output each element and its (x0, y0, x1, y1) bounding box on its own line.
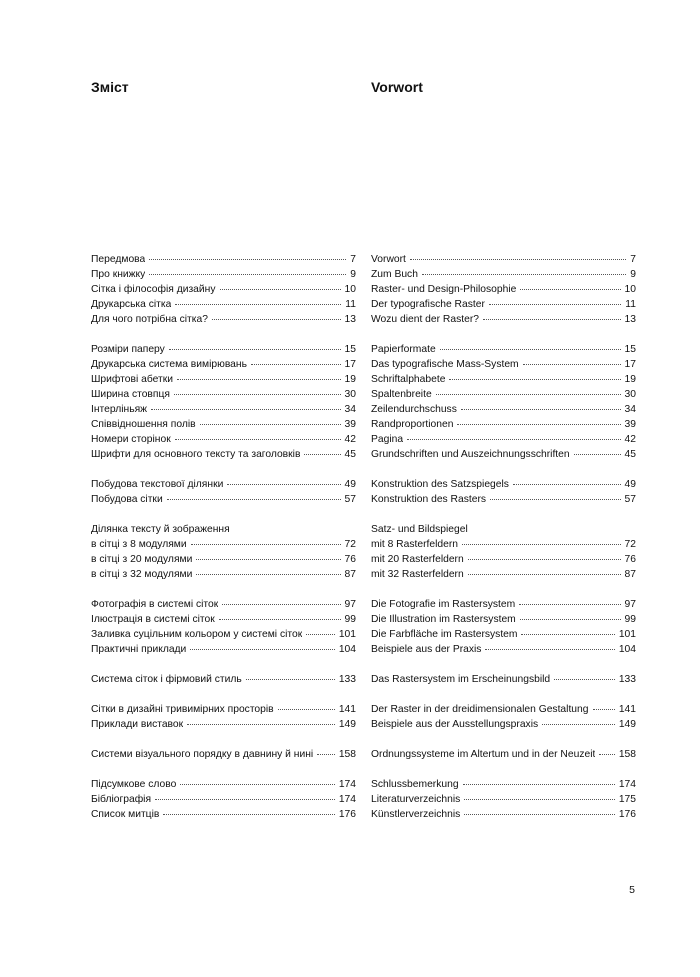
toc-entry-title: Про книжку (91, 269, 146, 280)
toc-entry (91, 417, 356, 432)
toc-entry-page: 87 (624, 569, 636, 580)
dot-leader (440, 349, 621, 350)
toc-entry-title: Інтерліньяж (91, 404, 148, 415)
toc-entry (371, 717, 636, 732)
toc-entry (91, 702, 356, 717)
toc-entry-title: Beispiele aus der Praxis (371, 644, 482, 655)
dot-leader (407, 439, 620, 440)
toc-entry-title: Ілюстрація в системі сіток (91, 614, 215, 625)
toc-entry-title: mit 8 Rasterfeldern (371, 539, 458, 550)
toc-entry (91, 372, 356, 387)
dot-leader (593, 709, 615, 710)
toc-entry (371, 552, 636, 567)
toc-entry-page: 133 (338, 674, 356, 685)
dot-leader (554, 679, 615, 680)
dot-leader (180, 784, 334, 785)
toc-entry-title: Приклади виставок (91, 719, 184, 730)
toc-entry-page: 158 (618, 749, 636, 760)
toc-entry-page: 34 (624, 404, 636, 415)
toc-group (371, 597, 636, 657)
toc-entry-title: Die Illustration im Rastersystem (371, 614, 516, 625)
toc-entry-title: Die Fotografie im Rastersystem (371, 599, 516, 610)
toc-entry-title: в сітці з 8 модулями (91, 539, 187, 550)
toc-entry-page: 149 (618, 719, 636, 730)
toc-entry-page: 13 (624, 314, 636, 325)
toc-entry-page: 34 (344, 404, 356, 415)
toc-entry-title: Wozu dient der Raster? (371, 314, 479, 325)
toc-entry (91, 522, 356, 537)
toc-entry-page: 104 (338, 644, 356, 655)
toc-group (91, 522, 356, 582)
dot-leader (169, 349, 341, 350)
dot-leader (200, 424, 341, 425)
toc-entry-page: 42 (344, 434, 356, 445)
toc-entry (371, 252, 636, 267)
toc-entry (371, 282, 636, 297)
toc-group (371, 477, 636, 507)
toc-list (371, 252, 636, 837)
toc-group (371, 702, 636, 732)
toc-entry (371, 492, 636, 507)
dot-leader (155, 799, 335, 800)
dot-leader (449, 379, 620, 380)
toc-entry-title: Ділянка тексту й зображення (91, 524, 230, 535)
toc-entry-page: 17 (624, 359, 636, 370)
dot-leader (190, 649, 335, 650)
dot-leader (167, 499, 341, 500)
toc-entry-page: 76 (624, 554, 636, 565)
dot-leader (599, 754, 614, 755)
toc-entry (91, 792, 356, 807)
toc-entry (371, 387, 636, 402)
dot-leader (520, 289, 620, 290)
toc-entry-title: Raster- und Design-Philosophie (371, 284, 517, 295)
toc-entry (371, 642, 636, 657)
toc-entry (91, 612, 356, 627)
toc-entry-page: 42 (624, 434, 636, 445)
toc-entry-title: Grundschriften und Auszeichnungsschriften (371, 449, 570, 460)
toc-entry-page: 39 (624, 419, 636, 430)
toc-entry-title: Друкарська сітка (91, 299, 172, 310)
toc-entry-title: Die Farbfläche im Rastersystem (371, 629, 518, 640)
toc-entry-page: 97 (624, 599, 636, 610)
toc-entry-title: Шрифти для основного тексту та заголовків (91, 449, 301, 460)
toc-entry (371, 357, 636, 372)
toc-entry (371, 477, 636, 492)
toc-group (371, 252, 636, 327)
toc-entry-title: Literaturverzeichnis (371, 794, 461, 805)
toc-entry (371, 792, 636, 807)
toc-entry-title: Передмова (91, 254, 146, 265)
dot-leader (520, 619, 621, 620)
toc-entry-title: Підсумкове слово (91, 779, 177, 790)
toc-entry-page: 72 (624, 539, 636, 550)
toc-entry-page: 10 (344, 284, 356, 295)
dot-leader (468, 559, 621, 560)
toc-entry-title: Бібліографія (91, 794, 152, 805)
toc-entry-page: 9 (350, 269, 356, 280)
dot-leader (436, 394, 621, 395)
toc-entry-title: Система сіток і фірмовий стиль (91, 674, 242, 685)
toc-entry (371, 807, 636, 822)
toc-entry (371, 777, 636, 792)
toc-entry-page: 15 (344, 344, 356, 355)
toc-entry (371, 702, 636, 717)
toc-group (371, 777, 636, 822)
toc-entry-page: 97 (344, 599, 356, 610)
toc-entry-page: 76 (344, 554, 356, 565)
toc-entry (91, 747, 356, 762)
toc-entry (91, 807, 356, 822)
page-number: 5 (629, 884, 635, 896)
dot-leader (410, 259, 626, 260)
toc-entry-title: Розміри паперу (91, 344, 165, 355)
toc-group (91, 747, 356, 762)
toc-entry-title: Співвідношення полів (91, 419, 196, 430)
toc-entry (91, 252, 356, 267)
toc-entry (91, 537, 356, 552)
dot-leader (149, 259, 346, 260)
toc-entry-page: 158 (338, 749, 356, 760)
toc-entry (371, 402, 636, 417)
toc-entry-page: 57 (624, 494, 636, 505)
toc-entry-page: 15 (624, 344, 636, 355)
dot-leader (468, 574, 621, 575)
toc-entry-title: Практичні приклади (91, 644, 187, 655)
dot-leader (187, 724, 335, 725)
toc-entry-title: Konstruktion des Satzspiegels (371, 479, 509, 490)
toc-entry-title: в сітці з 32 модулями (91, 569, 193, 580)
toc-group (91, 252, 356, 327)
toc-entry-page: 99 (624, 614, 636, 625)
toc-entry-page: 30 (344, 389, 356, 400)
toc-entry-page: 104 (618, 644, 636, 655)
toc-entry-page: 30 (624, 389, 636, 400)
toc-entry-title: Сітка і філософія дизайну (91, 284, 216, 295)
dot-leader (278, 709, 335, 710)
toc-entry-title: Фотографія в системі сіток (91, 599, 219, 610)
toc-entry-title: Satz- und Bildspiegel (371, 524, 468, 535)
dot-leader (519, 604, 620, 605)
dot-leader (485, 649, 614, 650)
toc-entry (371, 267, 636, 282)
toc-entry (371, 627, 636, 642)
toc-entry-page: 149 (338, 719, 356, 730)
toc-entry-page: 45 (624, 449, 636, 460)
dot-leader (174, 394, 341, 395)
toc-group (91, 477, 356, 507)
toc-entry-page: 174 (618, 779, 636, 790)
toc-entry-title: Pagina (371, 434, 404, 445)
toc-entry-page: 175 (618, 794, 636, 805)
toc-entry-page: 49 (344, 479, 356, 490)
toc-entry (371, 417, 636, 432)
toc-entry-page: 7 (630, 254, 636, 265)
toc-group (371, 342, 636, 462)
toc-entry (91, 267, 356, 282)
toc-entry (91, 357, 356, 372)
toc-entry-page: 7 (350, 254, 356, 265)
toc-entry-title: Для чого потрібна сітка? (91, 314, 208, 325)
toc-entry (371, 312, 636, 327)
dot-leader (542, 724, 615, 725)
toc-entry (91, 342, 356, 357)
toc-group (91, 777, 356, 822)
toc-group (91, 597, 356, 657)
toc-entry-page: 87 (344, 569, 356, 580)
dot-leader (463, 784, 615, 785)
toc-entry (91, 672, 356, 687)
toc-entry-title: Das typografische Mass-System (371, 359, 519, 370)
toc-entry-title: Список митців (91, 809, 160, 820)
toc-entry (91, 492, 356, 507)
dot-leader (149, 274, 346, 275)
dot-leader (523, 364, 621, 365)
toc-entry-page: 141 (618, 704, 636, 715)
dot-leader (219, 619, 341, 620)
toc-entry-page: 176 (338, 809, 356, 820)
toc-group (371, 672, 636, 687)
toc-entry-title: Beispiele aus der Ausstellungspraxis (371, 719, 539, 730)
dot-leader (464, 799, 615, 800)
toc-entry-page: 19 (624, 374, 636, 385)
toc-entry (91, 312, 356, 327)
toc-entry-title: Konstruktion des Rasters (371, 494, 487, 505)
dot-leader (490, 499, 620, 500)
toc-entry-title: Друкарська система вимірювань (91, 359, 247, 370)
dot-leader (212, 319, 341, 320)
dot-leader (191, 544, 341, 545)
dot-leader (489, 304, 621, 305)
toc-entry (91, 477, 356, 492)
toc-entry-title: Vorwort (371, 254, 406, 265)
toc-entry-title: Заливка суцільним кольором у системі сіток (91, 629, 303, 640)
toc-entry (91, 282, 356, 297)
toc-entry-title: в сітці з 20 модулями (91, 554, 193, 565)
toc-entry (91, 642, 356, 657)
dot-leader (227, 484, 340, 485)
toc-entry-title: Побудова текстової ділянки (91, 479, 224, 490)
toc-entry-title: Randproportionen (371, 419, 454, 430)
toc-entry-page: 133 (618, 674, 636, 685)
toc-entry-page: 72 (344, 539, 356, 550)
dot-leader (151, 409, 340, 410)
toc-entry (91, 552, 356, 567)
toc-entry-title: Шрифтові абетки (91, 374, 173, 385)
toc-entry (91, 717, 356, 732)
toc-entry (91, 447, 356, 462)
toc-entry-page: 17 (344, 359, 356, 370)
toc-entry-title: Сітки в дизайні тривимірних просторів (91, 704, 274, 715)
toc-entry-title: Schriftalphabete (371, 374, 446, 385)
toc-group (91, 702, 356, 732)
dot-leader (222, 604, 340, 605)
dot-leader (457, 424, 620, 425)
toc-entry-page: 49 (624, 479, 636, 490)
toc-entry-title: mit 32 Rasterfeldern (371, 569, 464, 580)
toc-entry (91, 567, 356, 582)
toc-group (371, 522, 636, 582)
toc-entry (91, 387, 356, 402)
toc-list (91, 252, 356, 837)
dot-leader (246, 679, 335, 680)
contents-heading: Зміст (91, 79, 129, 95)
toc-group (91, 672, 356, 687)
toc-entry-page: 141 (338, 704, 356, 715)
toc-entry (371, 612, 636, 627)
dot-leader (196, 559, 340, 560)
toc-entry-title: Побудова сітки (91, 494, 163, 505)
toc-entry-page: 9 (630, 269, 636, 280)
toc-entry (371, 432, 636, 447)
toc-entry-page: 19 (344, 374, 356, 385)
dot-leader (177, 379, 341, 380)
dot-leader (462, 544, 621, 545)
dot-leader (304, 454, 340, 455)
toc-entry-page: 99 (344, 614, 356, 625)
toc-entry-page: 11 (345, 299, 356, 310)
toc-entry (91, 627, 356, 642)
dot-leader (521, 634, 614, 635)
toc-entry-page: 13 (344, 314, 356, 325)
toc-entry-title: Der Raster in der dreidimensionalen Gestaltung (371, 704, 589, 715)
toc-entry-title: Papierformate (371, 344, 436, 355)
toc-entry (91, 777, 356, 792)
dot-leader (513, 484, 621, 485)
dot-leader (163, 814, 334, 815)
dot-leader (196, 574, 340, 575)
dot-leader (317, 754, 335, 755)
toc-entry (371, 342, 636, 357)
toc-entry-title: Das Rastersystem im Erscheinungsbild (371, 674, 551, 685)
dot-leader (306, 634, 335, 635)
toc-entry-page: 39 (344, 419, 356, 430)
toc-entry (91, 432, 356, 447)
dot-leader (574, 454, 621, 455)
toc-entry-page: 11 (625, 299, 636, 310)
toc-entry-page: 174 (338, 779, 356, 790)
dot-leader (422, 274, 626, 275)
toc-entry-title: Номери сторінок (91, 434, 171, 445)
toc-entry-page: 45 (344, 449, 356, 460)
dot-leader (251, 364, 341, 365)
toc-entry (371, 522, 636, 537)
dot-leader (220, 289, 341, 290)
toc-entry-page: 176 (618, 809, 636, 820)
toc-entry-page: 57 (344, 494, 356, 505)
toc-entry (371, 297, 636, 312)
toc-entry-title: Der typografische Raster (371, 299, 485, 310)
toc-entry (91, 297, 356, 312)
toc-entry-title: Ширина стовпця (91, 389, 170, 400)
toc-entry-page: 101 (618, 629, 636, 640)
toc-entry-title: Zum Buch (371, 269, 418, 280)
toc-entry-page: 174 (338, 794, 356, 805)
toc-entry-title: Zeilendurchschuss (371, 404, 457, 415)
toc-entry-title: Schlussbemerkung (371, 779, 459, 790)
dot-leader (483, 319, 621, 320)
toc-entry (371, 747, 636, 762)
toc-entry-title: Künstlerverzeichnis (371, 809, 461, 820)
dot-leader (175, 439, 341, 440)
toc-entry-title: mit 20 Rasterfeldern (371, 554, 464, 565)
toc-entry (371, 672, 636, 687)
contents-heading: Vorwort (371, 79, 423, 95)
toc-entry-page: 10 (624, 284, 636, 295)
toc-entry (371, 537, 636, 552)
toc-entry (91, 597, 356, 612)
toc-entry-page: 101 (338, 629, 356, 640)
toc-entry (371, 597, 636, 612)
dot-leader (175, 304, 341, 305)
toc-entry-title: Spaltenbreite (371, 389, 432, 400)
dot-leader (464, 814, 615, 815)
toc-entry (91, 402, 356, 417)
toc-entry-title: Системи візуального порядку в давнину й нині (91, 749, 314, 760)
dot-leader (461, 409, 621, 410)
toc-entry (371, 447, 636, 462)
toc-entry-title: Ordnungssysteme im Altertum und in der Neuzeit (371, 749, 596, 760)
toc-entry (371, 372, 636, 387)
toc-group (371, 747, 636, 762)
toc-entry (371, 567, 636, 582)
toc-group (91, 342, 356, 462)
